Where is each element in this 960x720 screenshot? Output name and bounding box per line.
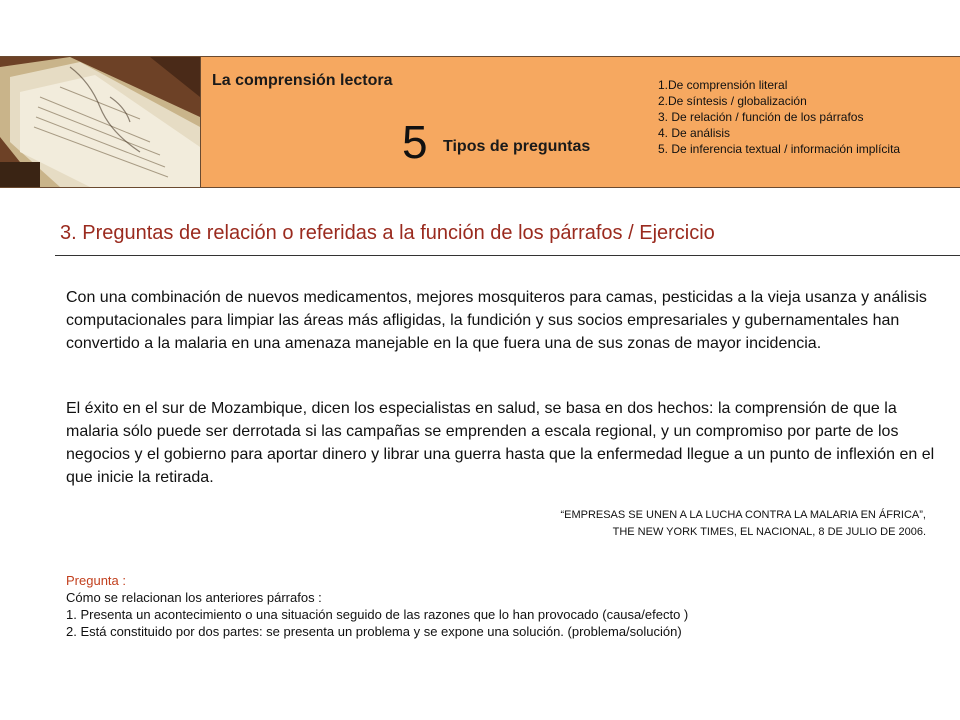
course-title: La comprensión lectora <box>212 72 393 89</box>
citation-line: THE NEW YORK TIMES, EL NACIONAL, 8 DE JULIO DE 2006. <box>612 526 926 538</box>
question-type-item: 1.De comprensión literal <box>658 78 788 92</box>
citation-line: “EMPRESAS SE UNEN A LA LUCHA CONTRA LA MALARIA EN ÁFRICA”, <box>560 509 926 521</box>
question-label: Pregunta : <box>66 573 126 588</box>
question-type-item: 4. De análisis <box>658 126 731 140</box>
passage-paragraph-1: Con una combinación de nuevos medicamentos, mejores mosquiteros para camas, pesticidas a la vieja usanza y análisis computacionales para limpiar las áreas más afligidas, la fundición y sus socios empresariales y gubernamentales han convertido a la malaria en una amenaza manejable en la que fuera una de sus zonas de mayor incidencia. <box>66 289 927 352</box>
book-photo <box>0 57 201 187</box>
header-band <box>0 56 960 188</box>
question-type-item: 5. De inferencia textual / información implícita <box>658 142 901 156</box>
section-title: Tipos de preguntas <box>443 138 591 155</box>
source-citation <box>420 507 926 541</box>
question-type-item: 3. De relación / función de los párrafos <box>658 110 864 124</box>
question-prompt: Cómo se relacionan los anteriores párrafos : <box>66 590 322 605</box>
section-number: 5 <box>402 116 428 168</box>
title-divider <box>55 255 960 256</box>
question-types-list <box>658 77 900 157</box>
page-title: 3. Preguntas de relación o referidas a la función de los párrafos / Ejercicio <box>60 222 715 244</box>
answer-option: 2. Está constituido por dos partes: se presenta un problema y se expone una solución. (problema/solución) <box>66 624 682 639</box>
passage-paragraph-2: El éxito en el sur de Mozambique, dicen los especialistas en salud, se basa en dos hechos: la comprensión de que la malaria sólo puede ser derrotada si las campañas se emprenden a escala regional, y un compromiso por parte de los negocios y el gobierno para aportar dinero y librar una guerra hasta que la enfermedad llegue a un punto de inflexión en el que inicie la retirada. <box>66 400 935 486</box>
question-block <box>66 572 946 640</box>
open-book-image <box>0 57 200 187</box>
answer-option: 1. Presenta un acontecimiento o una situación seguido de las razones que lo han provocado (causa/efecto ) <box>66 607 689 622</box>
question-type-item: 2.De síntesis / globalización <box>658 94 807 108</box>
answer-options <box>66 606 946 640</box>
